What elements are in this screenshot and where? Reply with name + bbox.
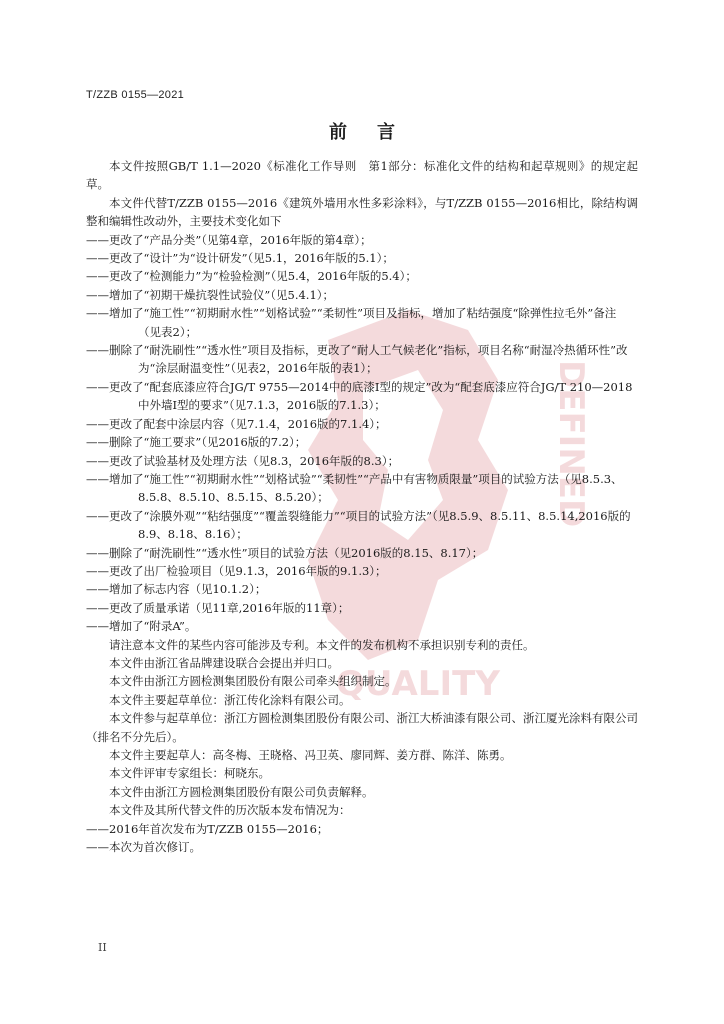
change-list-item: ——2016年首次发布为T/ZZB 0155—2016； bbox=[86, 821, 329, 836]
change-list-item: ——更改了出厂检验项目（见9.1.3，2016年版的9.1.3）； bbox=[86, 563, 387, 578]
paragraph: 本文件评审专家组长：柯晓东。 bbox=[109, 766, 270, 781]
paragraph: 本文件主要起草人：高冬梅、王晓格、冯卫英、廖同辉、姜方群、陈洋、陈勇。 bbox=[109, 748, 512, 762]
page-title bbox=[0, 118, 724, 144]
paragraph: 本文件主要起草单位：浙江传化涂料有限公司。 bbox=[109, 692, 351, 707]
page-number: II bbox=[98, 941, 107, 954]
change-list-item: ——增加了标志内容（见10.1.2）； bbox=[86, 582, 267, 597]
paragraph: 请注意本文件的某些内容可能涉及专利。本文件的发布机构不承担识别专利的责任。 bbox=[109, 637, 535, 652]
paragraph: 本文件由浙江方圆检测集团股份有限公司负责解释。 bbox=[109, 784, 374, 799]
change-list-item: ——更改了“涂膜外观”“粘结强度”“覆盖裂缝能力”“项目的试验方法”（见8.5.9、8.5.11、8.5.14,2016版的8.9、8.18、8.16）； bbox=[86, 508, 631, 542]
change-list-item: ——删除了“耐洗刷性”“透水性”项目的试验方法（见2016版的8.15、8.17）； bbox=[86, 545, 484, 560]
change-list-item: ——更改了配套中涂层内容（见7.1.4，2016版的7.1.4）； bbox=[86, 416, 387, 431]
title-char-1: 前 bbox=[329, 122, 347, 143]
change-list-item: ——更改了质量承诺（见11章,2016年版的11章）； bbox=[86, 600, 350, 615]
foreword-body bbox=[86, 157, 638, 856]
change-list-item: ——更改了试验基材及处理方法（见8.3，2016年版的8.3）； bbox=[86, 453, 400, 468]
paragraph: 本文件参与起草单位：浙江方圆检测集团股份有限公司、浙江大桥油漆有限公司、浙江厦光涂料有限公司（排名不分先后）。 bbox=[86, 711, 638, 744]
paragraph: 本文件由浙江省品牌建设联合会提出并归口。 bbox=[109, 655, 339, 670]
title-char-2: 言 bbox=[377, 122, 395, 143]
change-list-item: ——增加了“施工性”“初期耐水性”“划格试验”“柔韧性”“产品中有害物质限量”项目的试验方法（见8.5.3、8.5.8、8.5.10、8.5.15、8.5.20）； bbox=[86, 471, 623, 505]
watermark-text-defined: DEFINED bbox=[551, 360, 591, 528]
paragraph: 本文件代替T/ZZB 0155—2016《建筑外墙用水性多彩涂料》，与T/ZZB 0155—2016相比，除结构调整和编辑性改动外，主要技术变化如下 bbox=[86, 195, 638, 229]
paragraph: 本文件由浙江方圆检测集团股份有限公司牵头组织制定。 bbox=[109, 674, 397, 689]
watermark-text-quality: QUALITY bbox=[336, 664, 500, 704]
change-list-item: ——增加了“初期干燥抗裂性试验仪”（见5.4.1）； bbox=[86, 287, 335, 302]
change-list-item: ——更改了“设计”为“设计研发”（见5.1，2016年版的5.1）； bbox=[86, 251, 394, 266]
change-list-item: ——更改了“检测能力”为“检验检测”（见5.4，2016年版的5.4）； bbox=[86, 269, 417, 284]
change-list-item: ——删除了“耐洗刷性”“透水性”项目及指标，更改了“耐人工气候老化”指标，项目名称“耐湿冷热循环性”改为“涂层耐温变性”（见表2，2016年版的表1）； bbox=[86, 343, 628, 376]
change-list-item: ——更改了“配套底漆应符合JG/T 9755—2014中的底漆Ⅰ型的规定”改为“配套底漆应符合JG/T 210—2018中外墙Ⅰ型的要求”（见7.1.3，2016版的7.1.3）； bbox=[86, 379, 633, 413]
document-id: T/ZZB 0155—2021 bbox=[86, 89, 185, 101]
paragraph: 本文件按照GB/T 1.1—2020《标准化工作导则 第1部分：标准化文件的结构和起草规则》的规定起草。 bbox=[86, 159, 638, 192]
change-list-item: ——增加了“附录A”。 bbox=[86, 619, 197, 634]
change-list-item: ——增加了“施工性”“初期耐水性”“划格试验”“柔韧性”项目及指标，增加了粘结强度“除弹性拉毛外”备注（见表2）； bbox=[86, 306, 617, 339]
change-list-item: ——本次为首次修订。 bbox=[86, 840, 201, 855]
paragraph: 本文件及其所代替文件的历次版本发布情况为： bbox=[109, 803, 351, 818]
change-list-item: ——删除了“施工要求”（见2016版的7.2）； bbox=[86, 435, 307, 450]
change-list-item: ——更改了“产品分类”（见第4章，2016年版的第4章）； bbox=[86, 232, 372, 247]
